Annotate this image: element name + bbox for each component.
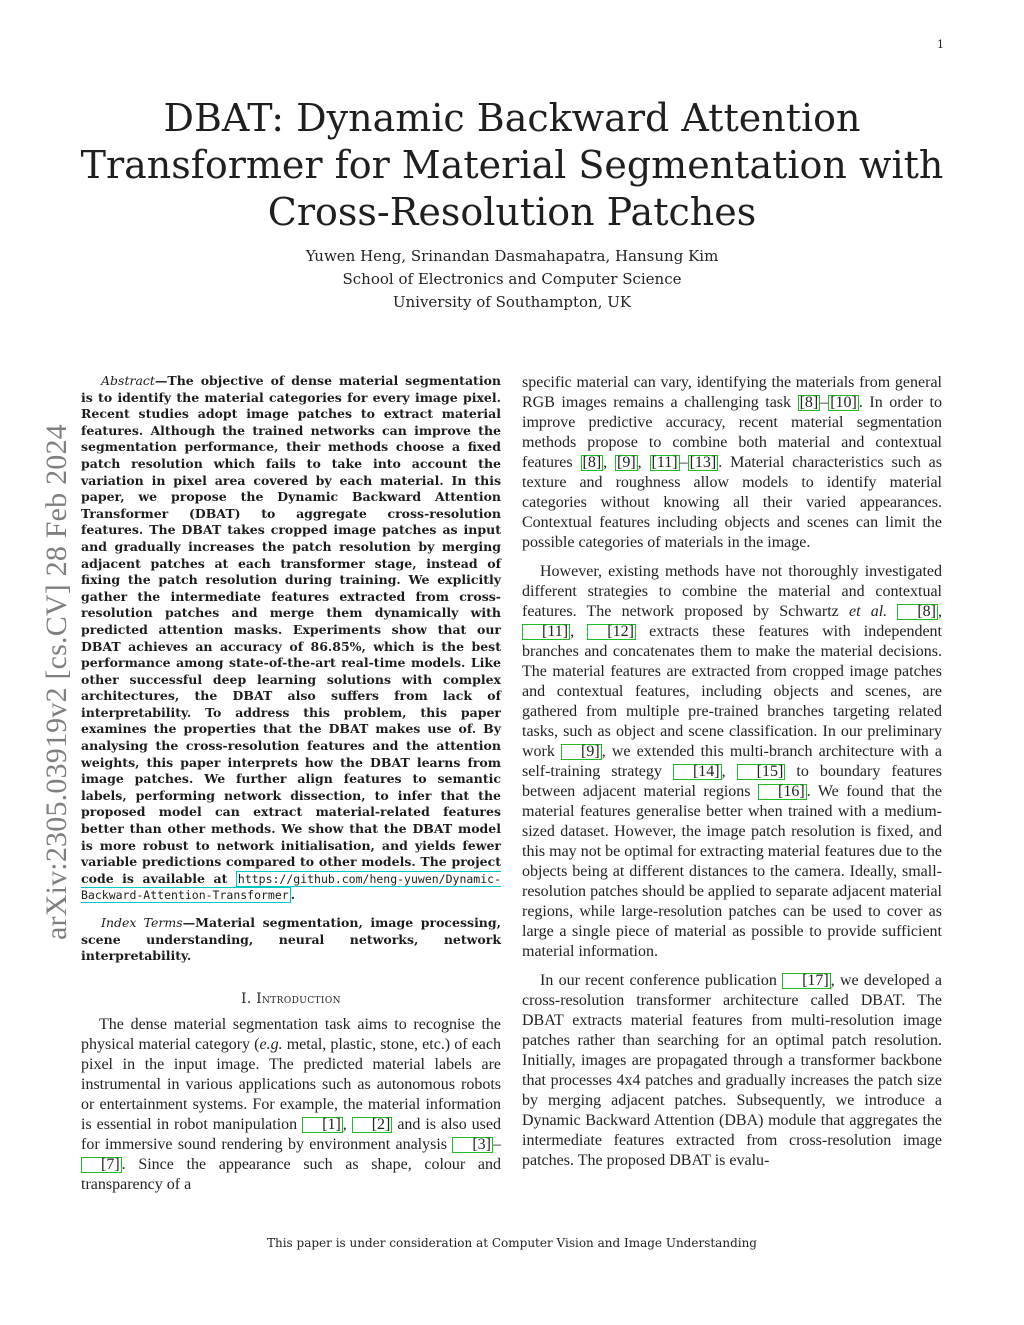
- page-number: 1: [937, 38, 944, 51]
- citation-link[interactable]: [9]: [617, 454, 636, 471]
- citation-link[interactable]: [12]: [587, 624, 636, 640]
- text-run: to boundary features between adjacent material regions: [522, 763, 942, 800]
- text-run: specific material can vary, identifying the materials from general RGB images remains a challenging task: [522, 374, 942, 411]
- citation-link[interactable]: [3]: [452, 1137, 493, 1153]
- text-run: . We found that the material features generalise better when trained with a medium-sized dataset. However, the image patch resolution is fixed, and this may not be optimal for extracting material features due to the objects being at different distances to the camera. Ideally, small-resolution patches should be applied to separate adjacent material regions, while large-resolution patches can be used to cover as large a single piece of material as possible to provide sufficient material information.: [522, 783, 942, 960]
- intro-paragraph-continued: [522, 373, 942, 553]
- text-run: ,: [938, 603, 942, 620]
- text-run: . In order to improve predictive accuracy, recent material segmentation methods propose to combine both material and contextual features: [522, 394, 942, 471]
- text-run: –: [820, 394, 829, 411]
- text-run: extracts these features with independent branches and concatenates them to make the material decisions. The material features are extracted from cropped image patches and contextual features, including objects and scenes, are gathered from multiple pre-trained branches targeting related tasks, such as object and scene classification. In our preliminary work: [522, 623, 942, 760]
- text-run: ,: [603, 454, 616, 471]
- intro-paragraph-1: [81, 1015, 501, 1195]
- text-run: . Material characteristics such as texture and roughness allow models to identify material categories without knowing all their varied appearances. Contextual features including objects and scenes can limit the possible categories of materials in the image.: [522, 454, 943, 551]
- text-run: The dense material segmentation task aims to recognise the physical material category (: [81, 1015, 501, 1053]
- citation-link[interactable]: [17]: [782, 973, 831, 989]
- text-run: ,: [342, 1115, 352, 1133]
- abstract-end: .: [290, 887, 296, 903]
- affiliation-school: School of Electronics and Computer Science: [342, 270, 682, 288]
- abstract-text: —The objective of dense material segmentation is to identify the material categories for every image pixel. Recent studies adopt image patches to extract material features. Although the trained networks can improve the segmentation performance, their methods choose a fixed patch resolution which fails to take into account the variation in pixel area covered by each material. In this paper, we propose the Dynamic Backward Attention Transformer (DBAT) to aggregate cross-resolution features. The DBAT takes cropped image patches as input and gradually increases the patch resolution by merging adjacent patches at each transformer stage, instead of fixing the patch resolution during training. We explicitly gather the intermediate features extracted from cross-resolution patches and merge them dynamically with predicted attention masks. Experiments show that our DBAT achieves an accuracy of 86.85%, which is the best performance among state-of-the-art real-time models. Like other successful deep learning solutions with complex architectures, the DBAT also suffers from lack of interpretability. To address this problem, this paper examines the properties that the DBAT makes use of. By analysing the cross-resolution features and the attention weights, this paper interprets how the DBAT learns from image patches. We further align features to semantic labels, performing network dissection, to infer that the proposed model can extract material-related features better than other methods. We show that the DBAT model is more robust to network initialisation, and yields fewer variable predictions compared to other models. The project code is available at: [81, 373, 501, 886]
- abstract: [81, 373, 501, 904]
- text-run: [887, 603, 897, 620]
- citation-link[interactable]: [13]: [689, 454, 717, 471]
- text-run: and is also used for immersive sound rendering by environment analysis: [81, 1115, 502, 1153]
- intro-paragraph-2: [522, 562, 942, 962]
- text-run-italic: et al.: [848, 603, 888, 620]
- index-terms: [81, 915, 501, 965]
- index-terms-text: —Material segmentation, image processing, scene understanding, neural networks, network interpretability.: [81, 915, 501, 964]
- text-run: However, existing methods have not thoroughly investigated different strategies to combine the material and contextual features. The network proposed by Schwartz: [522, 563, 942, 620]
- author-list: Yuwen Heng, Srinandan Dasmahapatra, Hansung Kim: [305, 247, 719, 265]
- citation-link[interactable]: [11]: [651, 454, 678, 471]
- section-heading-introduction: [81, 991, 501, 1007]
- section-numeral: I.: [241, 990, 252, 1007]
- text-run: ,: [721, 763, 737, 780]
- text-run: metal, plastic, stone, etc.) of each pixel in the input image. The predicted material labels are instrumental in various applications such as autonomous robots or entertainment systems. For example, the material information is essential in robot manipulation: [81, 1035, 502, 1133]
- left-column: [81, 373, 501, 1195]
- citation-link[interactable]: [15]: [737, 764, 786, 780]
- citation-link[interactable]: [11]: [522, 624, 570, 640]
- citation-link[interactable]: [2]: [352, 1117, 393, 1133]
- text-run: In our recent conference publication: [540, 972, 783, 989]
- text-run: –: [493, 1135, 501, 1153]
- citation-link[interactable]: [9]: [561, 744, 602, 760]
- citation-link[interactable]: [8]: [799, 394, 819, 411]
- text-run: , we extended this multi-branch architecture with a self-training strategy: [522, 743, 942, 780]
- right-column: [522, 373, 942, 1171]
- text-run: . Since the appearance such as shape, colour and transparency of a: [81, 1155, 501, 1193]
- citation-link[interactable]: [14]: [673, 764, 722, 780]
- abstract-label: Abstract: [101, 373, 155, 388]
- citation-link[interactable]: [16]: [758, 784, 807, 800]
- section-name: Introduction: [256, 990, 341, 1007]
- citation-link[interactable]: [8]: [582, 454, 602, 471]
- text-run: ,: [637, 454, 650, 471]
- index-terms-label: Index Terms: [101, 915, 183, 930]
- project-code-link[interactable]: https://github.com/heng-yuwen/Dynamic-Backward-Attention-Transformer: [81, 871, 501, 903]
- citation-link[interactable]: [10]: [830, 394, 857, 411]
- affiliation-university: University of Southampton, UK: [392, 293, 632, 311]
- intro-paragraph-3: [522, 971, 942, 1171]
- page-footer: This paper is under consideration at Computer Vision and Image Understanding: [266, 1236, 757, 1250]
- text-run: ,: [570, 623, 588, 640]
- arxiv-identifier-stamp: arXiv:2305.03919v2 [cs.CV] 28 Feb 2024: [40, 424, 73, 940]
- citation-link[interactable]: [1]: [302, 1117, 343, 1133]
- paper-title: DBAT: Dynamic Backward Attention Transformer for Material Segmentation with Cross-Resolution Patches: [80, 96, 944, 234]
- text-run-italic: e.g.: [259, 1035, 283, 1053]
- citation-link[interactable]: [7]: [81, 1157, 122, 1173]
- text-run: , we developed a cross-resolution transformer architecture called DBAT. The DBAT extracts material features from multi-resolution image patches rather than searching for an optimal patch resolution. Initially, images are propagated through a transformer backbone that processes 4x4 patches and gradually increases the patch size by merging adjacent patches. Subsequently, we introduce a Dynamic Backward Attention (DBA) module that aggregates the intermediate features extracted from cross-resolution image patches. The proposed DBAT is evalu-: [522, 972, 942, 1169]
- text-run: –: [679, 454, 688, 471]
- citation-link[interactable]: [8]: [897, 604, 938, 620]
